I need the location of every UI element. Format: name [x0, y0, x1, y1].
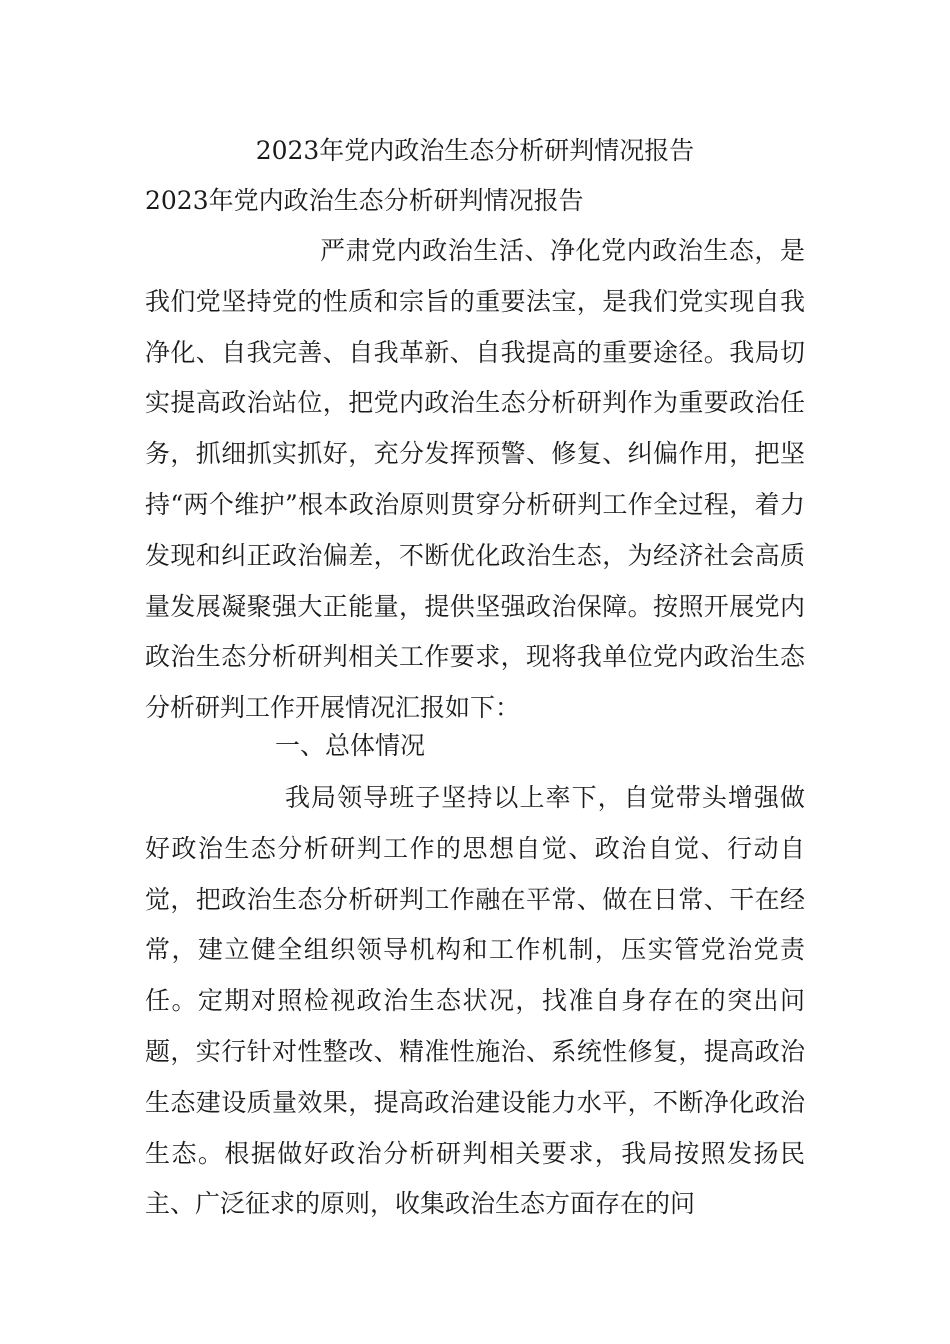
intro-paragraph: 严肃党内政治生活、净化党内政治生态，是我们党坚持党的性质和宗旨的重要法宝，是我们党实现自我净化、自我完善、自我革新、自我提高的重要途径。我局切实提高政治站位，把党内政治生态分析研判作为重要政治任务，抓细抓实抓好，充分发挥预警、修复、纠偏作用，把坚持“两个维护”根本政治原则贯穿分析研判工作全过程，着力发现和纠正政治偏差，不断优化政治生态，为经济社会高质量发展凝聚强大正能量，提供坚强政治保障。按照开展党内政治生态分析研判相关工作要求，现将我单位党内政治生态分析研判工作开展情况汇报如下：	[145, 236, 805, 723]
overall-paragraph: 我局领导班子坚持以上率下，自觉带头增强做好政治生态分析研判工作的思想自觉、政治自觉、行动自觉，把政治生态分析研判工作融在平常、做在日常、干在经常，建立健全组织领导机构和工作机制，压实管党治党责任。定期对照检视政治生态状况，找准自身存在的突出问题，实行针对性整改、精准性施治、系统性修复，提高政治生态建设质量效果，提高政治建设能力水平，不断净化政治生态。根据做好政治分析研判相关要求，我局按照发扬民主、广泛征求的原则，收集政治生态方面存在的问	[145, 783, 805, 1219]
document-title: 2023年党内政治生态分析研判情况报告	[255, 136, 695, 165]
section-heading-overall: 一、总体情况	[275, 731, 426, 760]
document-subtitle: 2023年党内政治生态分析研判情况报告	[145, 186, 584, 215]
